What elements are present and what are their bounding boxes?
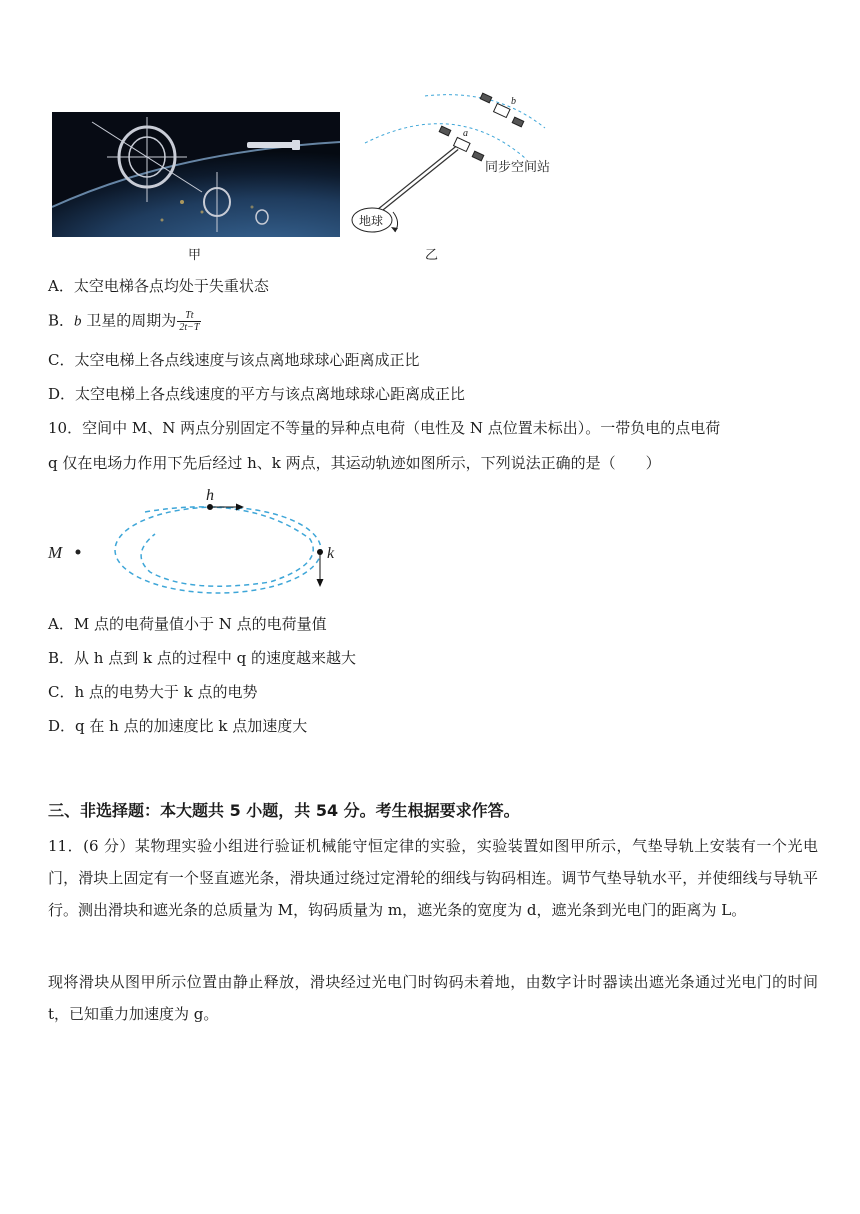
q10-stem-line1: 10．空间中 M、N 两点分别固定不等量的异种点电荷（电性及 N 点位置未标出）。一带负电的点电荷 <box>48 419 721 437</box>
space-scene-image <box>52 112 340 237</box>
q9-option-a: A．太空电梯各点均处于失重状态 <box>48 277 269 295</box>
q10-option-c: C．h 点的电势大于 k 点的电势 <box>48 683 258 701</box>
label-b: b <box>511 96 516 107</box>
q9-option-b: B．b 卫星的周期为 $\frac{Tt}{2t-T}$ <box>48 310 200 333</box>
q9-option-c: C．太空电梯上各点线速度与该点离地球球心距离成正比 <box>48 351 420 369</box>
q10-option-b: B．从 h 点到 k 点的过程中 q 的速度越来越大 <box>48 649 356 667</box>
space-elevator-diagram <box>345 88 575 248</box>
elevator-diagram-svg <box>345 88 575 248</box>
point-m-dot <box>76 550 81 555</box>
point-k-label: k <box>327 545 335 562</box>
space-elevator-photo <box>52 112 340 237</box>
q10-option-d: D．q 在 h 点的加速度比 k 点加速度大 <box>48 717 308 735</box>
section-3-heading: 三、非选择题：本大题共 5 小题，共 54 分。考生根据要求作答。 <box>48 801 520 820</box>
figure-caption-jia: 甲 <box>188 248 202 263</box>
label-station: 同步空间站 <box>485 160 551 175</box>
label-earth: 地球 <box>359 214 384 228</box>
trajectory-svg <box>40 484 360 596</box>
q11-paragraph-1: 11．(6 分）某物理实验小组进行验证机械能守恒定律的实验，实验装置如图甲所示，气垫导轨上安装有一个光电门，滑块上固定有一个竖直遮光条，滑块通过绕过定滑轮的细线与钩码相连。调节气垫导轨水平，并使细线与导轨平行。测出滑块和遮光条的总质量为 M，钩码质量为 m，遮光条的宽度为 d，遮光条到光电门的距离为 L。 <box>48 837 818 919</box>
q10-option-a: A．M 点的电荷量值小于 N 点的电荷量值 <box>48 615 327 633</box>
label-a: a <box>463 128 468 139</box>
point-h-label: h <box>206 487 214 504</box>
period-fraction: $\frac{Tt}{2t-T}$ <box>179 310 200 333</box>
satellite-b <box>480 93 524 127</box>
q10-stem-line2: q 仅在电场力作用下先后经过 h、k 两点，其运动轨迹如图所示，下列说法正确的是（ ） <box>48 454 661 472</box>
q9-option-d: D．太空电梯上各点线速度的平方与该点离地球球心距离成正比 <box>48 385 466 403</box>
point-m-label: M <box>48 543 63 562</box>
figure-caption-yi: 乙 <box>425 248 439 263</box>
q10-trajectory-figure <box>40 484 360 596</box>
q11-paragraph-2: 现将滑块从图甲所示位置由静止释放，滑块经过光电门时钩码未着地，由数字计时器读出遮光条通过光电门的时间 t，已知重力加速度为 g。 <box>48 973 818 1023</box>
